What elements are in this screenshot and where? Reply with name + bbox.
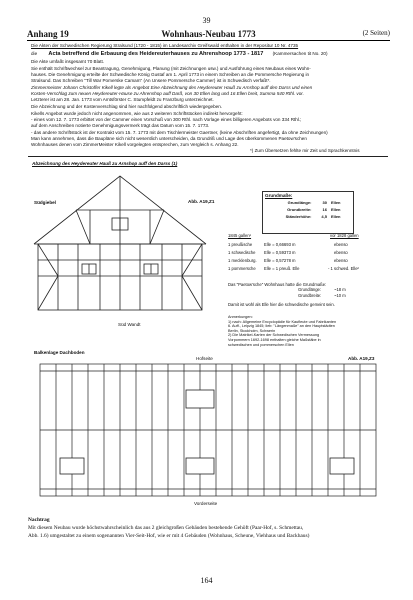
footnote: *) Zum Übersetzen fehlte mir Zeit und Sprachkenntnis <box>250 148 360 153</box>
dimension-value: 4,5 <box>321 214 327 219</box>
conversion-old-value: - 1 schwed. Elle² <box>328 266 359 271</box>
paetow-block <box>228 282 378 308</box>
text-line-6: Stralsund. Das Schreiben "Till War Pomerske Camam" (An Unsere Pommersche Cammer) ist in Schwedisch verfaßt*. <box>31 78 271 83</box>
dimension-row-length <box>265 199 351 206</box>
text-line-10: Die Abzeichnung und der Kostenverschlag sind hier nachfolgend abschriftlich wiedergegeben. <box>31 104 223 109</box>
conversion-value: Elle = 0,66693 m <box>264 242 296 247</box>
conversion-row <box>228 242 378 250</box>
text-line-14: - das andere Schriftstück ist der Kontrakt vom 15. 7. 1773 mit dem Tischlermeister Gaertner, (keine Abschriften angefertigt, da ohne Zeichnungen) <box>31 130 328 135</box>
gable-label: Südgiebel <box>34 200 56 205</box>
dimension-unit: Ellen <box>330 200 341 205</box>
appendix-label: Anhang 19 <box>27 29 69 39</box>
conversion-unit: 1 preußische <box>228 242 253 247</box>
appendix-header <box>27 29 390 41</box>
section-divider <box>28 156 388 157</box>
text-line-1: Die Akten der Schwedischen Regierung Stralsund (1720 - 1815) im Landesarchiv Greifswald enthalten in der Repositur 10 Nr. 4735 <box>31 43 299 48</box>
text-line-13: auf dem Anschreiben notierte Genehmigungsvermerk trägt das Datum vom 15. 7. 1773. <box>31 123 210 128</box>
conversion-left-head: 1845 gallen¹ <box>228 233 252 238</box>
paetow-title: Das "Paetow'sche" Wohnhaus hatte die Grundmaße: <box>228 282 327 287</box>
note-1-cont: 6. Auff., Leipzig 1845; lieb: "Längenmaße" an den Hauptstädten <box>228 324 335 329</box>
note-2-cont: schwedischen und pommerschen Ellen <box>228 342 294 347</box>
notes-title: Anmerkungen: <box>228 315 253 319</box>
text-line-3: Die Akte umfaßt insgesamt 70 Blatt. <box>31 59 105 64</box>
wall-label: Süd Wandt <box>118 322 141 327</box>
conversion-value: Elle = 1 preuß. Elle <box>264 266 300 271</box>
conversion-value: Elle = 0,59373 m <box>264 250 296 255</box>
text-line-4: Sie enthält Schriftwechsel zur Beantragung, Genehmigung, Planung (mit Zeichnungen usw.) und Ausführung eines Neubaus eines Wohn- <box>31 66 311 71</box>
floor-figure-ref: Abb. A19,Z3 <box>348 356 375 361</box>
conversion-old-value: ebenso <box>334 258 348 263</box>
paetow-label: Grundlänge: <box>298 287 322 293</box>
dimension-row-height <box>265 213 351 220</box>
conversion-header <box>228 233 378 239</box>
conversion-table <box>228 233 378 274</box>
conversion-row <box>228 266 378 274</box>
conversion-right-head: vor 1828 gallen <box>330 233 359 238</box>
hof-label: Hofseite <box>196 356 213 361</box>
dimension-value: 30 <box>322 200 327 205</box>
paetow-row <box>228 293 378 299</box>
appendix-page-count: (2 Seiten) <box>362 29 390 37</box>
text-line-12: - eines vom 12. 7. 1773 erbittet von der Cammer einen Vorschuß von 300 Rthl. nach Vorlage eines billigeren Angebots von 334 Rthl.; <box>31 117 302 122</box>
conversion-old-value: ebenso <box>334 242 348 247</box>
nachtrag-line-2: Abb. 1.6) umgestaltet zu einem sogenannten Vier-Seit-Hof, wie er mit 4 Gebäuden (Wohnhaus, Scheune, Viehhaus und Backhaus) <box>28 533 310 539</box>
conversion-row <box>228 250 378 258</box>
dimension-value: 16 <box>322 207 327 212</box>
notes-block <box>228 315 378 347</box>
text-line-9: Letzterer ist am 28. Jan. 1773 vom Amtsförster C. Stumpfeldt zu Franzburg unterzeichnet. <box>31 97 214 102</box>
paetow-value: ~10 m <box>334 293 346 299</box>
dimension-label: Grundbreite: <box>287 207 312 212</box>
note-2: 2) Die Matrikel-Karten der Schwedischen Vermessung <box>228 333 320 338</box>
text-line-7: Zimmermeister Johann Christoffer Kikell legte als Angebot Eine Abzeichnung des Heydereuter Hauß zu Arnshop auff den Darss und einen <box>31 85 313 90</box>
floor-plan-drawing <box>38 362 378 500</box>
text-line-11: Kikells Angebot wurde jedoch nicht angenommen, wie aus 2 weiteren Schriftstücken indirekt hervorgeht: <box>31 111 243 116</box>
nachtrag-title: Nachtrag <box>28 517 50 523</box>
dimensions-box <box>262 191 354 234</box>
page-number-bottom: 164 <box>200 576 213 585</box>
dimension-row-width <box>265 206 351 213</box>
vorder-label: Vorderseite <box>194 501 218 506</box>
text-line-2-prefix: die <box>31 51 38 56</box>
conversion-value: Elle = 0,57278 m <box>264 258 296 263</box>
dimension-label: Grundlänge: <box>287 200 312 205</box>
dimension-unit: Ellen <box>330 207 341 212</box>
acta-signature: (Kammersachen tit No. 20) <box>272 51 328 56</box>
conversion-unit: 1 pommersche <box>228 266 256 271</box>
conversion-old-value: ebenso <box>334 250 348 255</box>
dimensions-title: Grundmaße: <box>265 193 293 198</box>
nachtrag-line-1: Mit diesem Neubau wurde höchstwahrscheinlich das aus 2 gleichgroßen Gebäuden bestehende Gehöft (Paar-Hof, s. Schmettau, <box>28 525 304 531</box>
dimension-label: Ständerhöhe: <box>285 214 312 219</box>
page-number-top: 39 <box>202 16 211 25</box>
appendix-title: Wohnhaus-Neubau 1773 <box>161 29 256 39</box>
gable-figure-ref: Abb. A19,Z1 <box>188 199 215 204</box>
figure-caption: Abzeichnung des Heydereuter Hauß zu Arnshop auff den Darss (1) <box>32 161 178 166</box>
conversion-row <box>228 258 378 266</box>
conversion-unit: 1 mecklenburg. <box>228 258 257 263</box>
paetow-label: Grundbreite: <box>298 293 322 299</box>
text-line-5: hauses. Die Genehmigung erteilte der Schwedische König Gustaf am 1. April 1773 in einem Schreiben an die Pommersche Regierung in <box>31 72 310 77</box>
acta-title: Acta betreffend die Erbauung des Heidereuterhauses zu Ahrenshoop 1773 - 1817 <box>48 51 264 57</box>
dimensions-table <box>265 199 351 220</box>
text-line-15: Man kann annehmen, dass die Baupläne sich nicht wesentlich unterscheiden, da Grundriß und Lage des überkommenen Paetow'schen <box>31 136 307 141</box>
note-1-cont: Berlin, Stockholm, Schwerin <box>228 328 276 333</box>
floor-label: Balkenlage Dachboden <box>34 350 85 355</box>
note-2-cont: Vorpommern 1692-1698 enthalten gleiche Maßstäbe in <box>228 337 321 342</box>
text-line-8: Kosten-Verschlag zum neuen Heydereuter-Hause zu Ahrenshop auff Darß, von 30 Ellen lang und 16 Ellen breit, Summa 540 Rthl. vor. <box>31 91 304 96</box>
conversion-unit: 1 schwedische <box>228 250 256 255</box>
south-gable-drawing <box>30 170 216 320</box>
text-line-16: Wohnhauses denen vom ZimmerMeister Kikell vorgelegten entsprechen, zum Vergleich s. Anhang 22. <box>31 142 239 147</box>
note-1: 1) nach: Allgemeine Encyclopädie für Kaufleute und Fabrikanten <box>228 319 337 324</box>
dimension-unit: Ellen <box>330 214 341 219</box>
paetow-value: ~18 m <box>334 287 346 293</box>
text-line-2 <box>31 51 328 57</box>
paetow-note: Damit ist wohl als Elle hier die schwedische gemeint sein. <box>228 302 335 308</box>
